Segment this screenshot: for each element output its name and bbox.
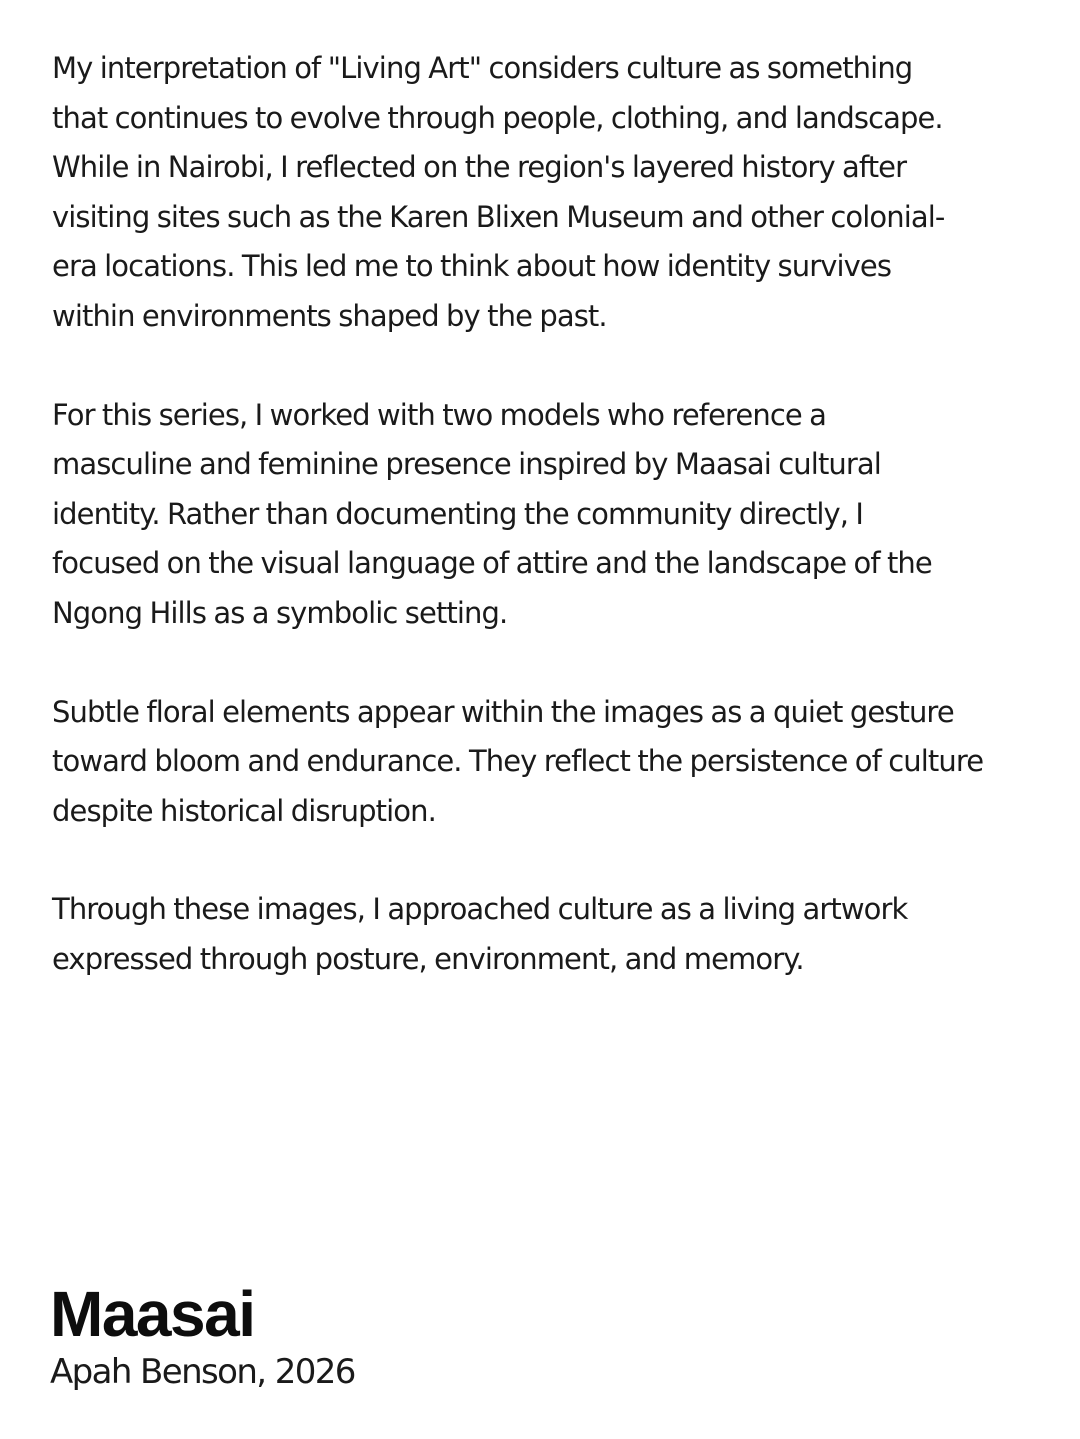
statement-paragraph-3 <box>52 688 1042 837</box>
statement-line: expressed through posture, environment, and memory. <box>52 941 804 976</box>
statement-line: toward bloom and endurance. They reflect the persistence of culture <box>52 744 984 779</box>
statement-paragraph-1 <box>52 44 1042 342</box>
statement-line: For this series, I worked with two models who reference a <box>52 397 827 432</box>
statement-line: era locations. This led me to think about how identity survives <box>52 249 892 284</box>
statement-line: Subtle floral elements appear within the images as a quiet gesture <box>52 694 954 729</box>
statement-paragraph-2 <box>52 391 1042 639</box>
statement-line: identity. Rather than documenting the community directly, I <box>52 496 864 531</box>
artist-statement <box>52 44 1042 1034</box>
statement-line: despite historical disruption. <box>52 793 436 828</box>
artwork-title: Maasai <box>50 1278 255 1350</box>
statement-line: that continues to evolve through people, clothing, and landscape. <box>52 100 943 135</box>
statement-line: Through these images, I approached culture as a living artwork <box>52 892 908 927</box>
statement-line: within environments shaped by the past. <box>52 298 607 333</box>
statement-line: focused on the visual language of attire and the landscape of the <box>52 546 932 581</box>
statement-line: masculine and feminine presence inspired by Maasai cultural <box>52 447 881 482</box>
statement-line: While in Nairobi, I reflected on the region's layered history after <box>52 150 907 185</box>
artwork-credit <box>50 1278 355 1394</box>
artist-byline: Apah Benson, 2026 <box>50 1352 355 1392</box>
statement-line: Ngong Hills as a symbolic setting. <box>52 595 508 630</box>
statement-line: My interpretation of "Living Art" considers culture as something <box>52 51 913 85</box>
statement-paragraph-4 <box>52 885 1042 984</box>
statement-line: visiting sites such as the Karen Blixen Museum and other colonial- <box>52 199 945 234</box>
